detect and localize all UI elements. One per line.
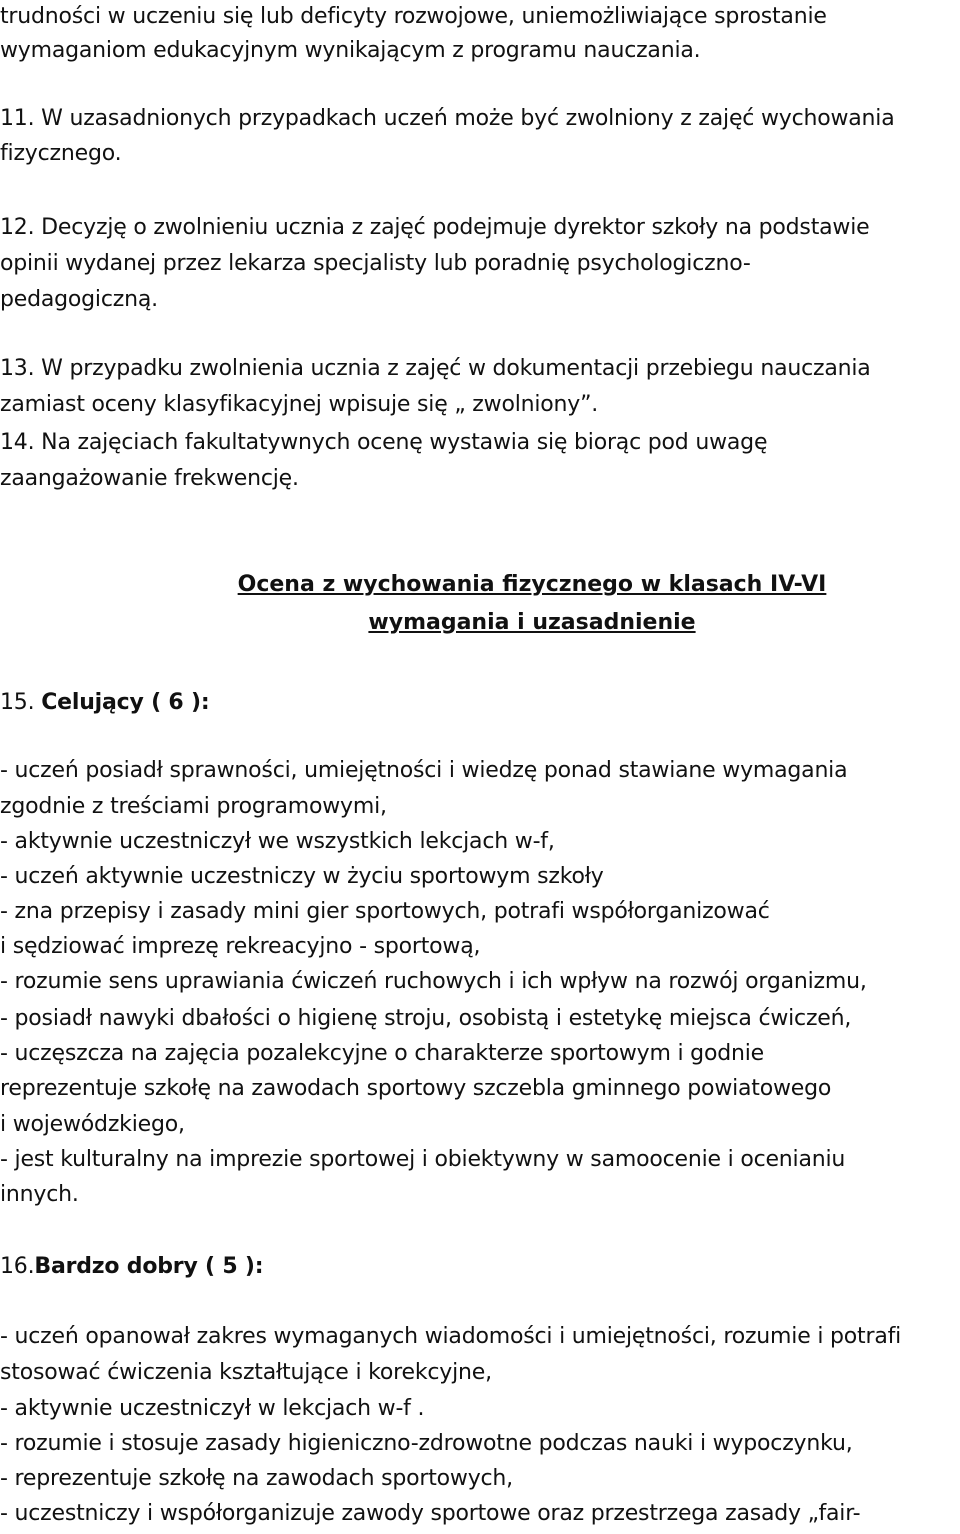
grade-6-number: 15. — [0, 690, 35, 715]
intro-line-1: trudności w uczeniu się lub deficyty rozwojowe, uniemożliwiające sprostanie — [0, 4, 827, 29]
grade-5-number: 16. — [0, 1254, 35, 1279]
point-12-line-2: opinii wydanej przez lekarza specjalisty lub poradnię psychologiczno- — [0, 251, 751, 276]
section-title: Ocena z wychowania fizycznego w klasach IV-VI — [237, 572, 827, 597]
list-item: - rozumie i stosuje zasady higieniczno-zdrowotne podczas nauki i wypoczynku, — [0, 1431, 853, 1456]
list-item: i wojewódzkiego, — [0, 1112, 185, 1137]
list-item: - uczestniczy i współorganizuje zawody sportowe oraz przestrzega zasady „fair- — [0, 1501, 861, 1526]
list-item: - uczeń opanował zakres wymaganych wiadomości i umiejętności, rozumie i potrafi — [0, 1324, 902, 1349]
list-item: - uczeń aktywnie uczestniczy w życiu sportowym szkoły — [0, 864, 604, 889]
list-item: - aktywnie uczestniczył w lekcjach w-f . — [0, 1396, 425, 1421]
list-item: - rozumie sens uprawiania ćwiczeń ruchowych i ich wpływ na rozwój organizmu, — [0, 969, 867, 994]
list-item: - reprezentuje szkołę na zawodach sportowych, — [0, 1466, 513, 1491]
list-item: i sędziować imprezę rekreacyjno - sportową, — [0, 934, 481, 959]
intro-line-2: wymaganiom edukacyjnym wynikającym z programu nauczania. — [0, 38, 701, 63]
list-item: innych. — [0, 1182, 79, 1207]
point-12-line-3: pedagogiczną. — [0, 287, 158, 312]
list-item: - aktywnie uczestniczył we wszystkich lekcjach w-f, — [0, 829, 555, 854]
list-item: - posiadł nawyki dbałości o higienę stroju, osobistą i estetykę miejsca ćwiczeń, — [0, 1006, 852, 1031]
list-item: reprezentuje szkołę na zawodach sportowy szczebla gminnego powiatowego — [0, 1076, 832, 1101]
list-item: - jest kulturalny na imprezie sportowej i obiektywny w samoocenie i ocenianiu — [0, 1147, 846, 1172]
point-13-line-2: zamiast oceny klasyfikacyjnej wpisuje się „ zwolniony”. — [0, 392, 599, 417]
section-subtitle: wymagania i uzasadnienie — [368, 610, 696, 635]
point-12-line-1: 12. Decyzję o zwolnieniu ucznia z zajęć podejmuje dyrektor szkoły na podstawie — [0, 215, 870, 240]
list-item: - uczeń posiadł sprawności, umiejętności i wiedzę ponad stawiane wymagania — [0, 758, 848, 783]
list-item: - zna przepisy i zasady mini gier sportowych, potrafi współorganizować — [0, 899, 770, 924]
grade-6-label: Celujący ( 6 ): — [41, 690, 210, 715]
list-item: stosować ćwiczenia kształtujące i korekcyjne, — [0, 1360, 492, 1385]
point-11-line-2: fizycznego. — [0, 141, 122, 166]
point-14-line-2: zaangażowanie frekwencję. — [0, 466, 299, 491]
point-13-line-1: 13. W przypadku zwolnienia ucznia z zajęć w dokumentacji przebiegu nauczania — [0, 356, 871, 381]
list-item: - uczęszcza na zajęcia pozalekcyjne o charakterze sportowym i godnie — [0, 1041, 764, 1066]
point-11-line-1: 11. W uzasadnionych przypadkach uczeń może być zwolniony z zajęć wychowania — [0, 106, 895, 131]
list-item: zgodnie z treściami programowymi, — [0, 794, 387, 819]
point-14-line-1: 14. Na zajęciach fakultatywnych ocenę wystawia się biorąc pod uwagę — [0, 430, 768, 455]
grade-5-heading — [0, 1252, 263, 1282]
grade-5-label: Bardzo dobry ( 5 ): — [34, 1254, 264, 1279]
grade-6-heading — [0, 688, 209, 718]
